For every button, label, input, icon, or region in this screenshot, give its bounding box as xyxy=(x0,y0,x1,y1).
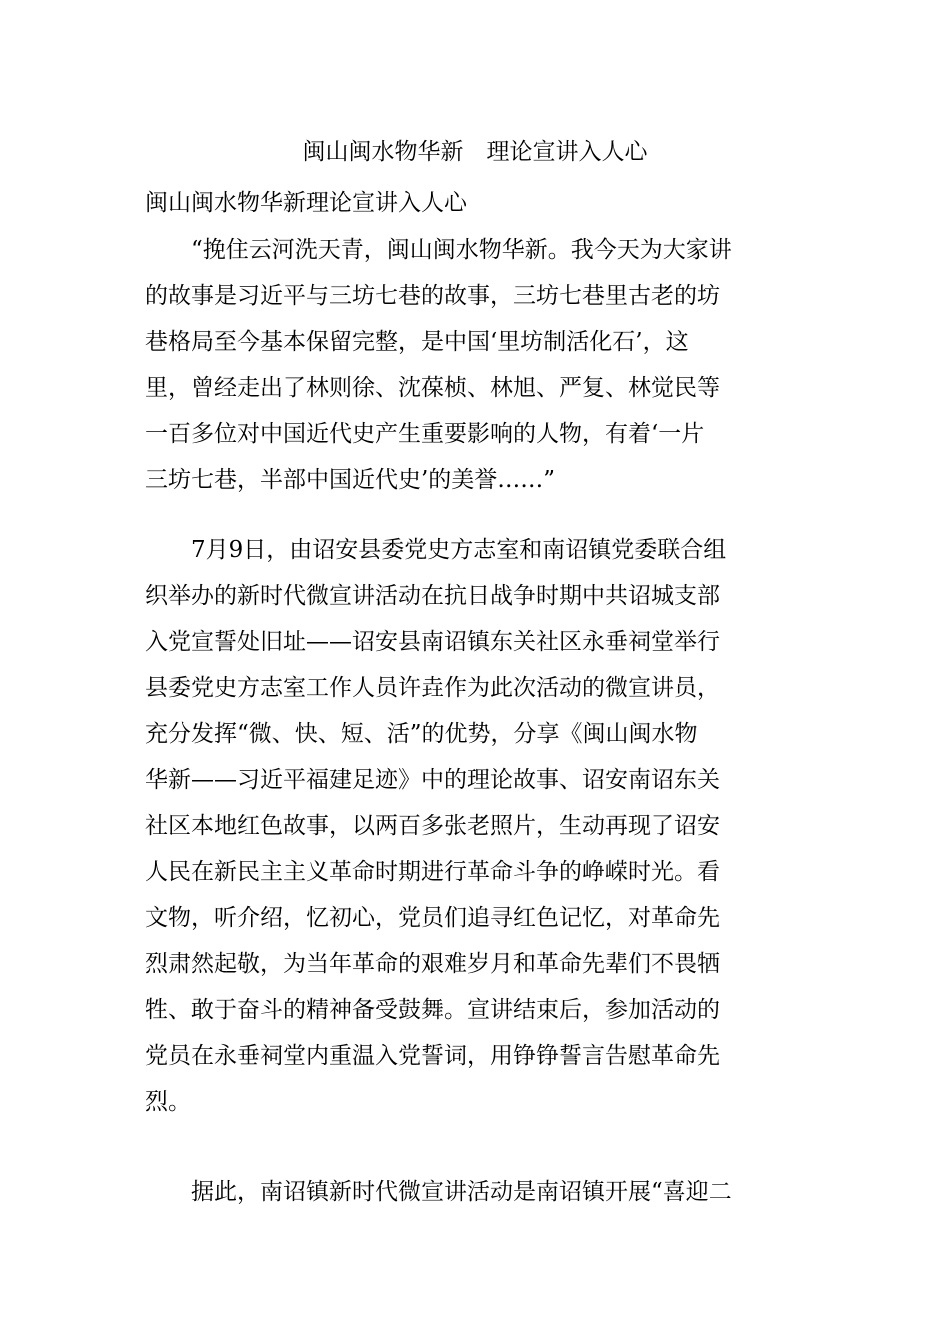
paragraph-line: 牲、敢于奋斗的精神备受鼓舞。宣讲结束后，参加活动的 xyxy=(145,997,720,1023)
paragraph-line: 织举办的新时代微宣讲活动在抗日战争时期中共诏城支部 xyxy=(145,583,720,609)
paragraph-line: 社区本地红色故事，以两百多张老照片，生动再现了诏安 xyxy=(145,813,720,839)
paragraph-conclusion xyxy=(145,1169,810,1215)
paragraph-line: 7月9日，由诏安县委党史方志室和南诏镇党委联合组 xyxy=(191,537,727,563)
paragraph-line: 党员在永垂祠堂内重温入党誓词，用铮铮誓言告慰革命先 xyxy=(145,1043,720,1069)
paragraph-line: 华新——习近平福建足迹》中的理论故事、诏安南诏东关 xyxy=(145,767,720,793)
paragraph-line: 巷格局至今基本保留完整，是中国‘里坊制活化石’，这 xyxy=(145,329,689,355)
paragraph-line: 充分发挥“微、快、短、活”的优势，分享《闽山闽水物 xyxy=(145,721,698,747)
paragraph-line: 人民在新民主主义革命时期进行革命斗争的峥嵘时光。看 xyxy=(145,859,720,885)
paragraph-line: 县委党史方志室工作人员许垚作为此次活动的微宣讲员， xyxy=(145,675,720,701)
page-title: 闽山闽水物华新 理论宣讲入人心 xyxy=(302,139,648,165)
paragraph-line: 三坊七巷，半部中国近代史’的美誉……” xyxy=(145,467,556,493)
paragraph-quote xyxy=(145,227,810,503)
paragraph-line: 据此，南诏镇新时代微宣讲活动是南诏镇开展“喜迎二 xyxy=(191,1179,732,1205)
page-subtitle: 闽山闽水物华新理论宣讲入人心 xyxy=(145,190,467,216)
paragraph-event xyxy=(145,527,810,1125)
paragraph-line: 入党宣誓处旧址——诏安县南诏镇东关社区永垂祠堂举行 xyxy=(145,629,720,655)
paragraph-line: 一百多位对中国近代史产生重要影响的人物，有着‘一片 xyxy=(145,421,705,447)
paragraph-line: 烈肃然起敬，为当年革命的艰难岁月和革命先辈们不畏牺 xyxy=(145,951,720,977)
paragraph-line: 的故事是习近平与三坊七巷的故事，三坊七巷里古老的坊 xyxy=(145,283,720,309)
paragraph-line: 里，曾经走出了林则徐、沈葆桢、林旭、严复、林觉民等 xyxy=(145,375,720,401)
paragraph-line: “挽住云河洗天青，闽山闽水物华新。我今天为大家讲 xyxy=(191,237,732,263)
paragraph-line: 烈。 xyxy=(145,1089,191,1115)
paragraph-line: 文物，听介绍，忆初心，党员们追寻红色记忆，对革命先 xyxy=(145,905,720,931)
